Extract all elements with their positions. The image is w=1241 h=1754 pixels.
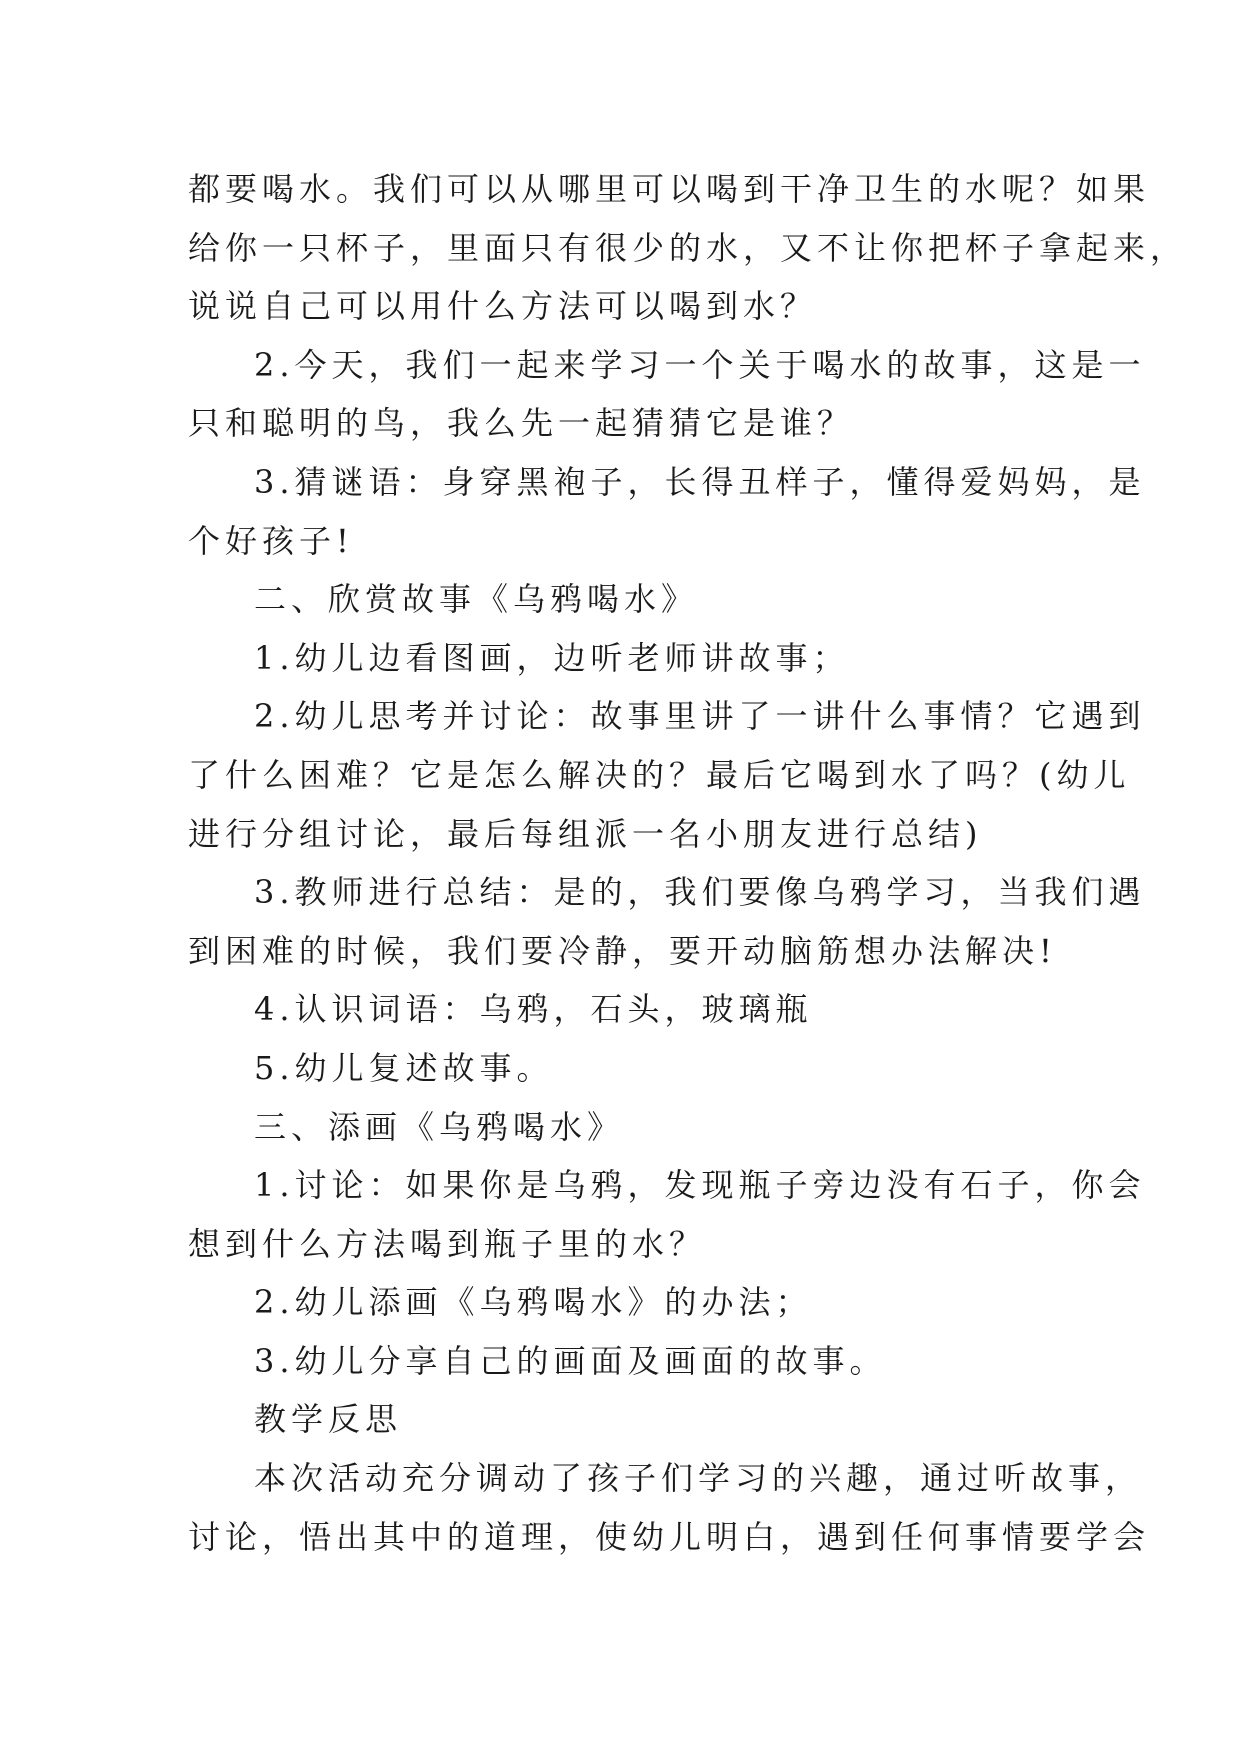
paragraph-start-line: 本次活动充分调动了孩子们学习的兴趣，通过听故事，: [254, 1459, 1143, 1498]
text-line: 个好孩子!: [188, 521, 354, 560]
paragraph-start-line: 5.幼儿复述故事。: [254, 1048, 554, 1087]
text-line: 到困难的时候，我们要冷静，要开动脑筋想办法解决!: [188, 931, 1057, 970]
paragraph-start-line: 2.幼儿添画《乌鸦喝水》的办法；: [254, 1283, 813, 1322]
paragraph-start-line: 1.讨论：如果你是乌鸦，发现瓶子旁边没有石子，你会: [254, 1166, 1146, 1205]
paragraph-start-line: 3.教师进行总结：是的，我们要像乌鸦学习，当我们遇: [254, 873, 1146, 912]
section-heading: 二、欣赏故事《乌鸦喝水》: [254, 580, 699, 619]
paragraph-start-line: 3.幼儿分享自己的画面及画面的故事。: [254, 1341, 887, 1380]
paragraph-start-line: 3.猜谜语：身穿黑袍子，长得丑样子，懂得爱妈妈，是: [254, 462, 1146, 501]
text-line: 都要喝水。我们可以从哪里可以喝到干净卫生的水呢？如果: [188, 170, 1151, 208]
paragraph-start-line: 2.幼儿思考并讨论：故事里讲了一讲什么事情？它遇到: [254, 697, 1146, 736]
text-line: 给你一只杯子，里面只有很少的水，又不让你把杯子拿起来，: [188, 228, 1188, 267]
section-heading: 三、添画《乌鸦喝水》: [254, 1107, 625, 1146]
paragraph-start-line: 1.幼儿边看图画，边听老师讲故事；: [254, 638, 850, 677]
text-line: 进行分组讨论，最后每组派一名小朋友进行总结): [188, 814, 983, 853]
document-body: [188, 160, 1188, 1566]
paragraph-start-line: 4.认识词语：乌鸦，石头，玻璃瓶: [254, 990, 813, 1029]
text-line: 只和聪明的鸟，我么先一起猜猜它是谁？: [188, 404, 855, 443]
text-line: 了什么困难？它是怎么解决的？最后它喝到水了吗？(幼儿: [188, 755, 1131, 794]
text-line: 想到什么方法喝到瓶子里的水？: [188, 1224, 707, 1263]
text-line: 讨论，悟出其中的道理，使幼儿明白，遇到任何事情要学会: [188, 1517, 1151, 1556]
paragraph-start-line: 2.今天，我们一起来学习一个关于喝水的故事，这是一: [254, 345, 1146, 384]
section-heading: 教学反思: [254, 1400, 403, 1439]
text-line: 说说自己可以用什么方法可以喝到水？: [188, 287, 818, 326]
